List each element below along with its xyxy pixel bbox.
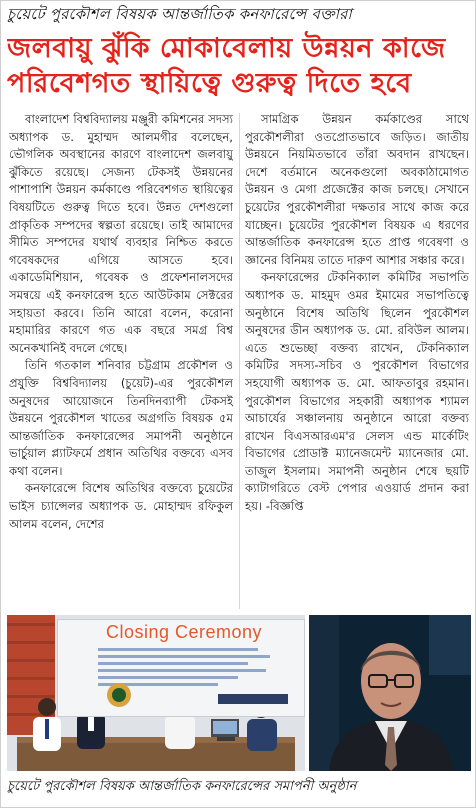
kicker-line: চুয়েটে পুরকৌশল বিষয়ক আন্তর্জাতিক কনফারেন্সে বক্তারা	[7, 5, 352, 23]
photo-caption: চুয়েটে পুরকৌশল বিষয়ক আন্তর্জাতিক কনফারেন্সের সমাপনী অনুষ্ঠান	[7, 779, 357, 794]
article-paragraph: সামগ্রিক উন্নয়ন কর্মকাণ্ডের সাথে পুরকৌশলীরা ওতপ্রোতভাবে জড়িত। জাতীয় উন্নয়নে নিয়মিতভাবে তাঁরা অবদান রাখছেন। দেশে বর্তমানে অনেকগুলো অবকাঠামোগত উন্নয়ন ও মেগা প্রজেক্টের কাজ চলছে। সেখানে চুয়েটের পুরকৌশলীরা দক্ষতার সাথে কাজ করে যাচ্ছেন। চুয়েটের পুরকৌশল বিষয়ক এ ধরণের আন্তর্জাতিক কনফারেন্স হতে প্রাপ্ত গবেষণা ও জ্ঞানের বিনিময় তাতে দারুণ আশার সঞ্চার করে।	[245, 112, 469, 267]
screen-title: Closing Ceremony	[105, 622, 263, 642]
projection-screen	[57, 619, 305, 717]
headline-line-1: জলবায়ু ঝুঁকি মোকাবেলায় উন্নয়ন কাজে	[7, 33, 446, 64]
article-column-right	[245, 111, 469, 613]
university-logo-icon	[104, 680, 134, 710]
article-paragraph: কনফারেন্সের টেকনিক্যাল কমিটির সভাপতি অধ্যাপক ড. মাহমুদ ওমর ইমামের সভাপতিত্বে অনুষ্ঠানে বিশেষ অতিথি ছিলেন পুরকৌশল অনুষদের ডীন অধ্যাপক ড. মো. রবিউল আলম। এতে শুভেচ্ছা বক্তব্য রাখেন, টেকনিক্যাল কমিটির সদস্য-সচিব ও পুরকৌশল বিভাগের সহযোগী অধ্যাপক ড. মো. আফতাবুর রহমান। পুরকৌশল বিভাগের সহকারী অধ্যাপক শ্যামল আচার্যের সঞ্চালনায় অনুষ্ঠানে আরো বক্তব্য রাখেন বিএসআরএম'র সেলস এন্ড মার্কেটিং বিভাগের প্রোডাক্ট ম্যানেজমেন্ট ম্যানেজার মো. তাজুল ইসলাম। সমাপনী অনুষ্ঠান শেষে ছয়টি ক্যাটাগরিতে বেস্ট পেপার এওয়ার্ড প্রদান করা হয়। -বিজ্ঞপ্তি	[245, 270, 469, 514]
headline	[7, 31, 471, 101]
column-divider	[239, 113, 240, 609]
headline-line-2: পরিবেশগত স্থায়িত্বে গুরুত্ব দিতে হবে	[7, 68, 412, 99]
article-paragraph: কনফারেন্সে বিশেষ অতিথির বক্তব্যে চুয়েটের ভাইস চ্যান্সেলর অধ্যাপক ড. মোহাম্মদ রফিকুল আলম বলেন, দেশের	[9, 481, 233, 531]
speaker-portrait	[309, 615, 471, 771]
sponsor-logo-strip	[218, 694, 288, 704]
ceremony-photo	[7, 615, 305, 771]
article-paragraph: তিনি গতকাল শনিবার চট্টগ্রাম প্রকৌশল ও প্রযুক্তি বিশ্ববিদ্যালয় (চুয়েট)-এর পুরকৌশল অনুষদের আয়োজনে তিনদিনব্যাপী টেকসই উন্নয়নে পুরকৌশল খাতের অগ্রগতি বিষয়ক ৫ম আন্তর্জাতিক কনফারেন্সের সমাপনী অনুষ্ঠানে ভার্চুয়াল প্ল্যাটফর্মে প্রধান অতিথির বক্তব্যে এসব কথা বলেন।	[9, 358, 233, 478]
article-column-left	[9, 111, 233, 613]
article-paragraph: বাংলাদেশ বিশ্ববিদ্যালয় মঞ্জুরী কমিশনের সদস্য অধ্যাপক ড. মুহাম্মদ আলমগীর বলেছেন, ভৌগলিক অবস্থানের কারণে বাংলাদেশ জলবায়ু ঝুঁকিতে রয়েছে। সেজন্য টেকসই উন্নয়নের পাশাপাশি উন্নয়ন কর্মকাণ্ডে পরিবেশগত স্থায়িত্বের বিষয়টিতে গুরুত্ব দিতে হবে। উন্নত দেশগুলো প্রাকৃতিক সম্পদের স্বল্পতা রয়েছে। তাই আমাদের সীমিত সম্পদের যথার্থ ব্যবহার নিশ্চিত করতে গবেষকদের এগিয়ে আসতে হবে। একাডেমিশিয়ান, গবেষক ও প্রফেশনালসদের সমন্বয়ে এই কনফারেন্স হতে আউটকাম সেক্টরের সহায়তা করবে। তিনি আরো বলেন, করোনা মহামারির কারণে গত এক বছরে সমগ্র বিশ্ব অনেকখানিই বদলে গেছে।	[9, 112, 233, 355]
virtual-speaker-photo	[309, 615, 471, 771]
